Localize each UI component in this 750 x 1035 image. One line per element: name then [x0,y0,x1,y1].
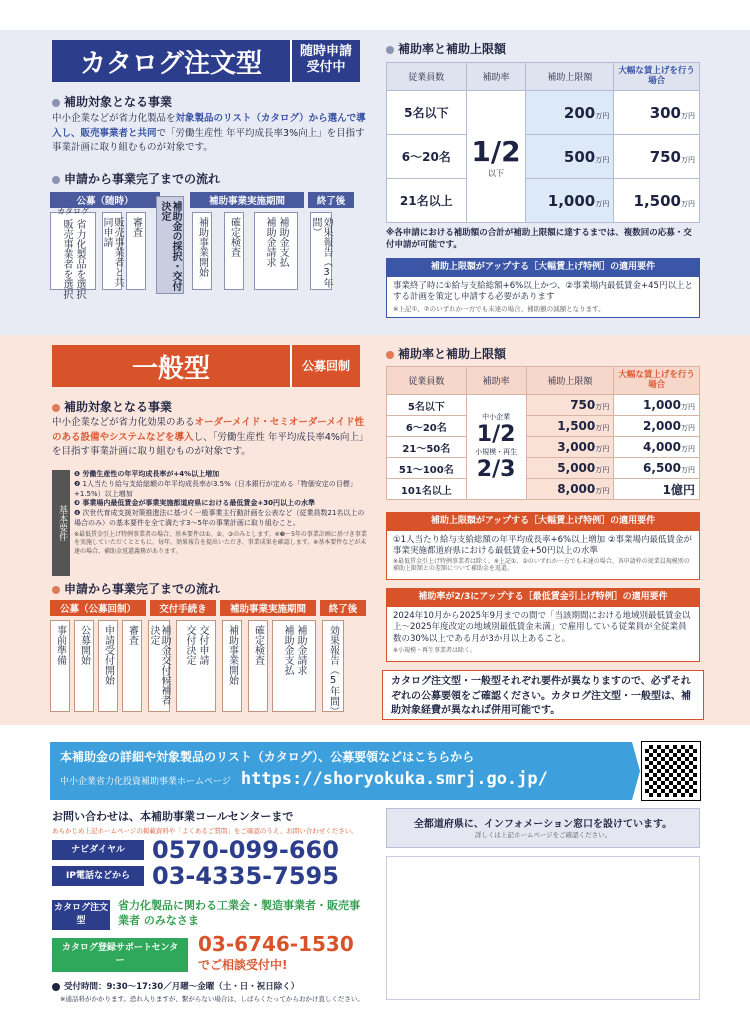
general-title: 一般型 [52,345,290,387]
catalog-step-report: 効果報告（3年間） [310,212,332,290]
support-phone[interactable]: 03-6746-1530 [198,932,354,956]
catalog-step-start: 補助事業開始 [192,212,212,290]
support-text: でご相談受付中! [198,958,288,972]
catalog-rate-table: 従業員数 補助率 補助上限額 大幅な賃上げを行う場合 5名以下 1/2 以下 200万円 300万円 6〜20名 500万円 750万円 21名以上 1,000万円 1,500万円 [386,62,700,223]
general-rate-table: 従業員数 補助率 補助上限額 大幅な賃上げを行う場合 5名以下 中小企業 1/2 小規模・再生 2/3 750万円 1,000万円 6〜20名 1,500万円 2,000万円 21〜50名 3,000万円 4,000万円 51〜100名 5,000万円 6,500万円 101名以上 8,000万円 1億円 [386,366,700,500]
catalog-note: ※各申請における補助額の合計が補助上限額に達するまでは、複数回の応募・交付申請が可能です。 [386,228,692,250]
general-phase-end: 終了後 [320,600,366,616]
catalog-badge: 随時申請 受付中 [290,40,360,82]
general-step-candidate: 補助金交付候補者決定 [148,620,170,712]
general-req-list: ❶ 労働生産性の年平均成長率が+4%以上増加 ❷ 1人当たり給与支給総額の年平均成長率が3.5%（日本銀行が定める「物価安定の目標」+1.5%）以上増加 ❸ 事業場内最低賃金が事業実施都道府県における最低賃金+30円以上の水準 ❹ 次世代育成支援対策推進法に基づく一般事業主行動計画を公表など（従業員数21名以上の場合のみ）の基本要件を全て満たす3〜5年の事業計画に取り組むこと。 ※最低賃金引上げ特例事業者の場合、基本要件は①、②、③のみとします。※❸〜5年の事業計画に基づき事業を実施していただくとともに、毎年、効果報告を提出いただき、事業成果を確認します。※基本要件などが未達の場合、補助金返還義務があります。 [74,470,367,555]
general-rate-up-box: 2024年10月から2025年9月までの間で「当該期間における地域別最低賃金以上〜2025年度改定の地域別最低賃金未満」で雇用している従業員が全従業員数の30%以上である月が3か月以上あること。 ※小規模・再生事業者は除く。 [386,606,700,662]
catalog-contact-label: カタログ注文型 [52,900,110,930]
catalog-phase-jisshi: 補助事業実施期間 [190,192,304,208]
catalog-target-heading: 補助対象となる事業 [52,93,172,110]
contact-hours: 受付時間：9:30〜17:30／月曜〜金曜（土・日・祝日除く） [52,980,299,992]
general-step-pay: 補助金請求 補助金支払 [272,620,316,712]
navi-phone[interactable]: 0570-099-660 [152,836,339,864]
catalog-phase-koubo: 公募（随時） [50,192,160,208]
general-target-heading: 補助対象となる事業 [52,398,172,415]
catalog-step-joint: 販売事業者と共同申請 [102,212,122,290]
catalog-step-pay: 補助金支払 補助金請求 [254,212,298,290]
hp-banner[interactable]: 本補助金の詳細や対象製品のリスト（カタログ）、公募要領などはこちらから 中小企業省力化投資補助事業ホームページ https://shoryokuka.smrj.go.jp/ [50,742,632,800]
catalog-step-catalog: カタログ 省力化製品を選択 販売事業者を選択 [50,212,96,290]
ip-label: IP電話などから [52,866,144,886]
general-step-inspect: 確定検査 [248,620,268,712]
contact-sub: あらかじめ上記ホームページの掲載資料や「よくあるご質問」をご確認のうえ、お問い合わせください。 [52,827,358,835]
info-blank-area [386,856,700,1000]
general-step-koufu: 交付申請 交付決定 [176,620,216,712]
general-step-prep: 事前準備 [50,620,70,712]
general-special-box: ①1人当たり給与支給総額の年平均成長率+6%以上増加 ②事業場内最低賃金が事業実施都道府県における最低賃金+50円以上の水準 ※最低賃金引上げ特例事業者は除く。※上記①、②のいずれか一方でも未達の場合、各申請枠の従業員規模別の補助上限額との差額について補助金を返還。 [386,530,700,580]
general-flow-heading: 申請から事業完了までの流れ [52,580,220,597]
general-rate-heading: 補助率と補助上限額 [386,345,506,362]
ip-phone[interactable]: 03-4335-7595 [152,862,339,890]
general-step-start: 補助事業開始 [222,620,242,712]
contact-heading: お問い合わせは、本補助事業コールセンターまで [52,810,294,823]
catalog-title: カタログ注文型 [52,40,290,82]
general-phase-jisshi: 補助事業実施期間 [220,600,316,616]
general-req-label: 基本要件 [52,470,70,576]
general-step-review: 審査 [122,620,142,712]
notice-box: カタログ注文型・一般型それぞれ要件が異なりますので、必ずそれぞれの公募要領をご確認ください。カタログ注文型・一般型は、補助対象経費が異なれば併用可能です。 [382,670,704,720]
general-step-report: 効果報告（5年間） [322,620,344,712]
support-label: カタログ登録サポートセンター [52,938,188,972]
catalog-phase-end: 終了後 [308,192,354,208]
hp-url-link[interactable]: https://shoryokuka.smrj.go.jp/ [240,769,548,789]
general-step-accept: 申請受付開始 [98,620,118,712]
general-phase-koubo: 公募（公募回制） [50,600,146,616]
catalog-step-adopt: 補助金の採択・交付決定 [156,196,184,294]
general-phase-koufu: 交付手続き [150,600,216,616]
banner-arrow [632,742,640,800]
general-target-text: 中小企業などが省力化効果のあるオーダーメイド・セミオーダーメイド性のある設備やシステムなどを導入し、「労働生産性 年平均成長率4%向上」を目指す事業計画に取り組むものが対象です。 [52,417,369,458]
navi-label: ナビダイヤル [52,840,144,860]
general-step-open: 公募開始 [74,620,94,712]
catalog-step-review: 審査 [126,212,146,290]
contact-hours-note: ※通話料がかかります。恐れ入りますが、繋がらない場合は、しばらくたってからおかけ直しください。 [60,995,364,1003]
catalog-step-inspect: 確定検査 [224,212,244,290]
general-special-title: 補助上限額がアップする［大幅賃上げ特例］の適用要件 [386,512,700,530]
general-rate-up-title: 補助率が2/3にアップする［最低賃金引上げ特例］の適用要件 [386,588,700,606]
general-badge: 公募回制 [290,345,360,387]
catalog-target-text: 中小企業などが省力化製品を対象製品のリスト（カタログ）から選んで導入し、販売事業者と共同で「労働生産性 年平均成長率3%向上」を目指す事業計画に取り組むものが対象です。 [52,113,366,154]
catalog-special-title: 補助上限額がアップする［大幅賃上げ特例］の適用要件 [386,258,700,276]
catalog-special-box: 事業終了時に①給与支給総額+6%以上かつ、②事業場内最低賃金+45円以上とする計画を策定し申請する必要があります ※上記①、②のいずれか一方でも未達の場合、補助額の減額となります。 [386,276,700,318]
catalog-flow-heading: 申請から事業完了までの流れ [52,170,220,187]
catalog-rate-heading: 補助率と補助上限額 [386,40,506,57]
qr-code-icon[interactable] [642,742,700,800]
info-box: 全都道府県に、インフォメーション窓口を設けています。 詳しくは上記ホームページをご確認ください。 [386,808,700,848]
catalog-contact-text: 省力化製品に関わる工業会・製造事業者・販売事業者 のみなさま [118,899,360,928]
